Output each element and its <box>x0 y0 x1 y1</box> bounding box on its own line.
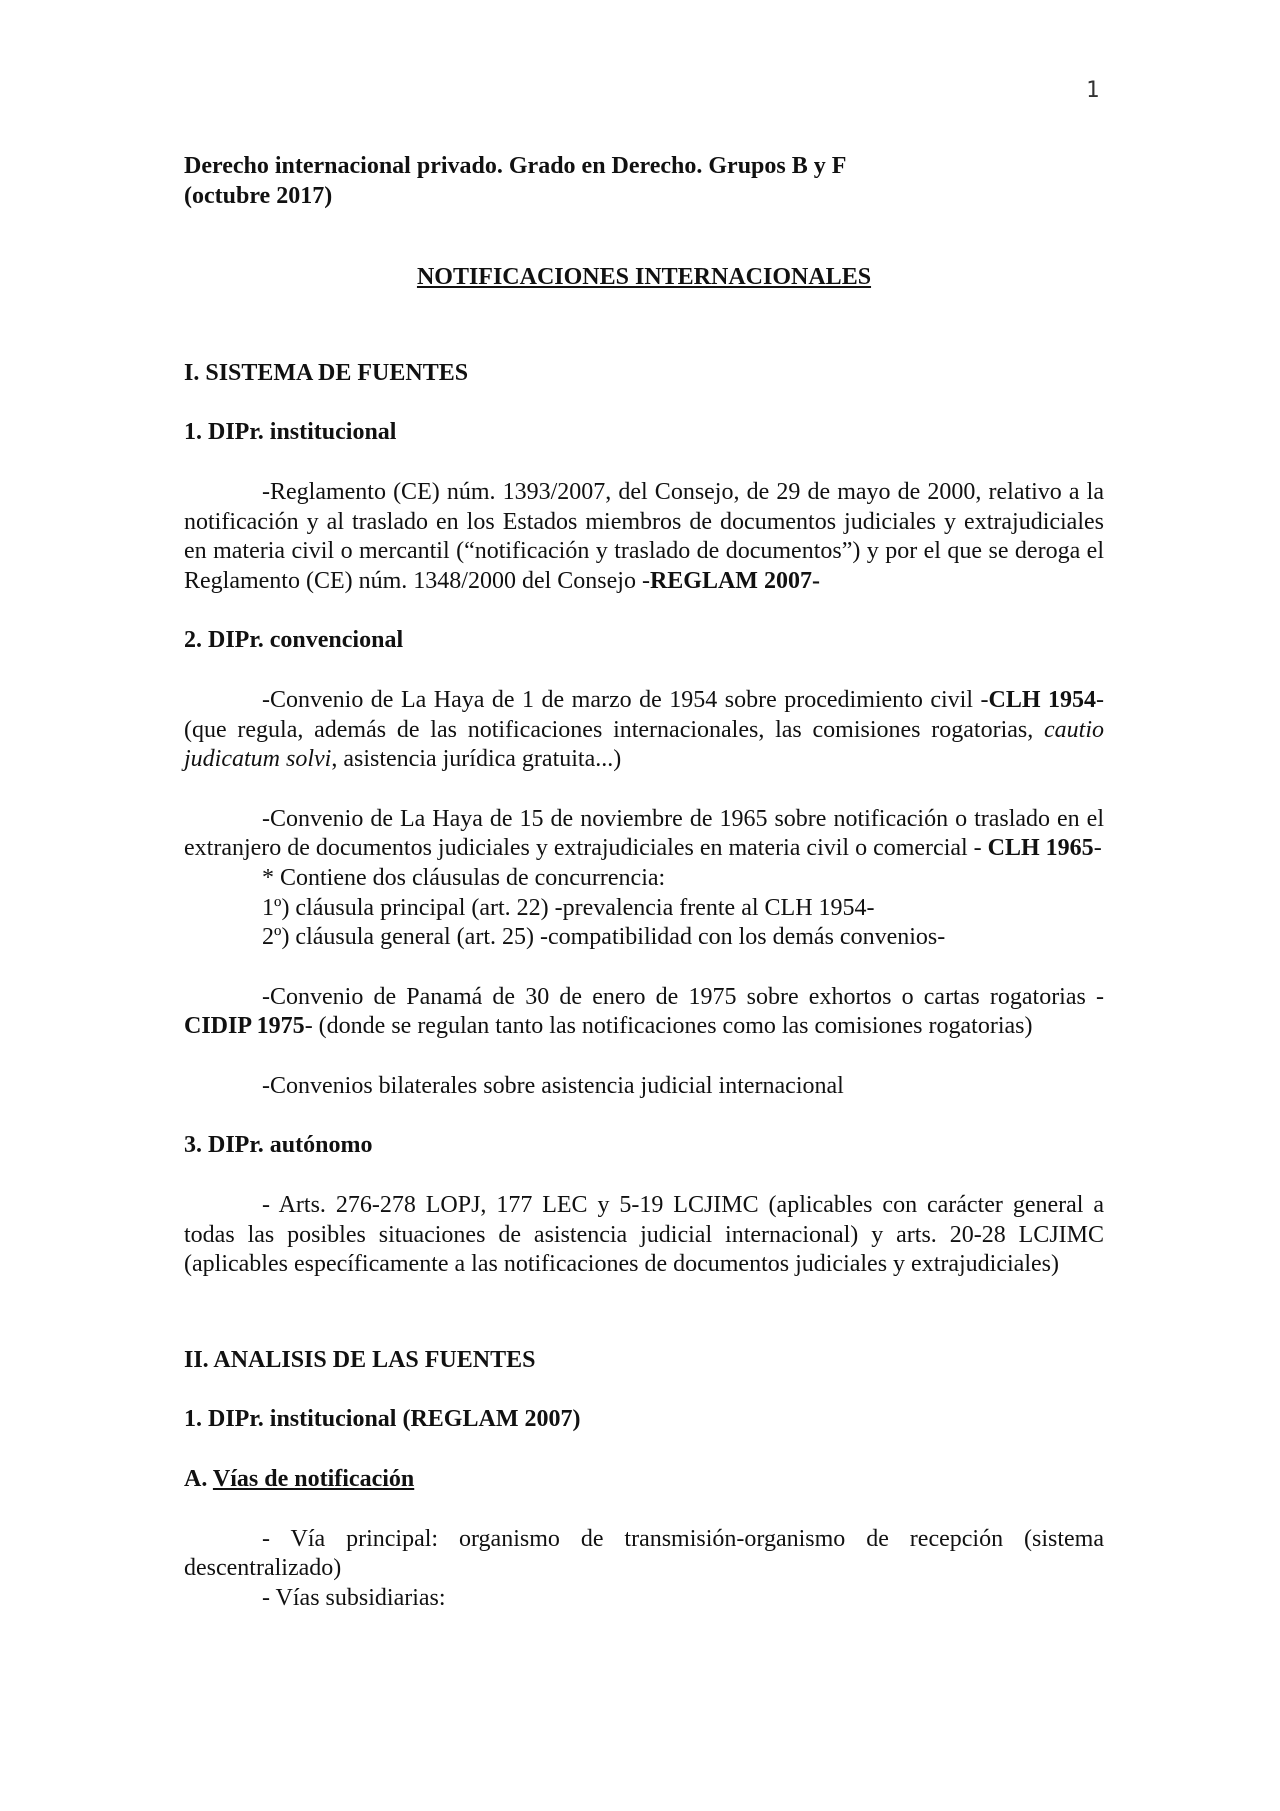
document-body <box>184 152 1104 1613</box>
bold-reference: REGLAM 2007- <box>649 567 820 594</box>
paragraph-autonomo: - Arts. 276-278 LOPJ, 177 LEC y 5-19 LCJIMC (aplicables con carácter general a todas las posibles situaciones de asistencia judicial internacional) y arts. 20-28 LCJIMC (aplicables específicamente a las notificaciones de documentos judiciales y extrajudiciales) <box>184 1192 1104 1278</box>
subsection-2-1-heading: 1. DIPr. institucional (REGLAM 2007) <box>184 1406 581 1433</box>
paragraph-cidip-1975 <box>184 983 1104 1042</box>
page-number: 1 <box>1086 78 1100 103</box>
paragraph-text: -Reglamento (CE) núm. 1393/2007, del Consejo, de 29 de mayo de 2000, relativo a la notificación y al traslado en los Estados miembros de documentos judiciales y extrajudiciales en materia civil o mercantil (“notificación y traslado de documentos”) y por el que se deroga el Reglamento (CE) núm. 1348/2000 del Consejo - <box>184 478 1104 594</box>
note-line: 1º) cláusula principal (art. 22) -prevalencia frente al CLH 1954- <box>262 894 875 921</box>
note-line: * Contiene dos cláusulas de concurrencia: <box>262 864 666 891</box>
subsection-1-2-heading: 2. DIPr. convencional <box>184 627 404 654</box>
paragraph-vias-subsidiarias: - Vías subsidiarias: <box>262 1584 446 1611</box>
document-title: NOTIFICACIONES INTERNACIONALES <box>416 264 872 291</box>
paragraph-reglamento <box>184 478 1104 596</box>
italic-term: cautio judicatum solvi <box>184 716 1104 773</box>
paragraph-text: -Convenio de La Haya de 1 de marzo de 1954 sobre procedimiento civil - <box>262 686 989 713</box>
subsection-a-heading <box>184 1465 1104 1495</box>
paragraph-bilaterales: -Convenios bilaterales sobre asistencia judicial internacional <box>262 1072 844 1099</box>
bold-reference: CLH 1954 <box>988 686 1096 713</box>
paragraph-text: -Convenio de La Haya de 15 de noviembre de 1965 sobre notificación o traslado en el extranjero de documentos judiciales y extrajudiciales en materia civil o comercial - <box>184 805 1104 862</box>
subsection-a-prefix: A. <box>184 1466 213 1493</box>
subsection-a-title: Vías de notificación <box>212 1466 415 1493</box>
note-line: 2º) cláusula general (art. 25) -compatibilidad con los demás convenios- <box>262 924 946 951</box>
subsection-1-1-heading: 1. DIPr. institucional <box>184 419 397 446</box>
section-1-heading: I. SISTEMA DE FUENTES <box>184 359 469 386</box>
bold-reference: CIDIP 1975 <box>184 1013 305 1040</box>
paragraph-text: - (donde se regulan tanto las notificaciones como las comisiones rogatorias) <box>304 1013 1033 1040</box>
section-2-heading: II. ANALISIS DE LAS FUENTES <box>184 1346 536 1373</box>
paragraph-via-principal: - Vía principal: organismo de transmisión-organismo de recepción (sistema descentralizado) <box>184 1525 1104 1582</box>
paragraph-text: - (que regula, además de las notificaciones internacionales, las comisiones rogatorias, <box>184 686 1104 743</box>
course-header-line1: Derecho internacional privado. Grado en Derecho. Grupos B y F <box>184 153 847 179</box>
course-header-line2: (octubre 2017) <box>184 182 333 209</box>
paragraph-text: -Convenio de Panamá de 30 de enero de 1975 sobre exhortos o cartas rogatorias - <box>262 983 1104 1010</box>
bold-reference: CLH 1965 <box>987 835 1094 862</box>
subsection-1-3-heading: 3. DIPr. autónomo <box>184 1132 373 1159</box>
paragraph-clh-1965 <box>184 805 1104 864</box>
paragraph-text: - <box>1093 835 1102 862</box>
paragraph-clh-1954 <box>184 686 1104 775</box>
paragraph-text: , asistencia jurídica gratuita...) <box>331 746 622 773</box>
